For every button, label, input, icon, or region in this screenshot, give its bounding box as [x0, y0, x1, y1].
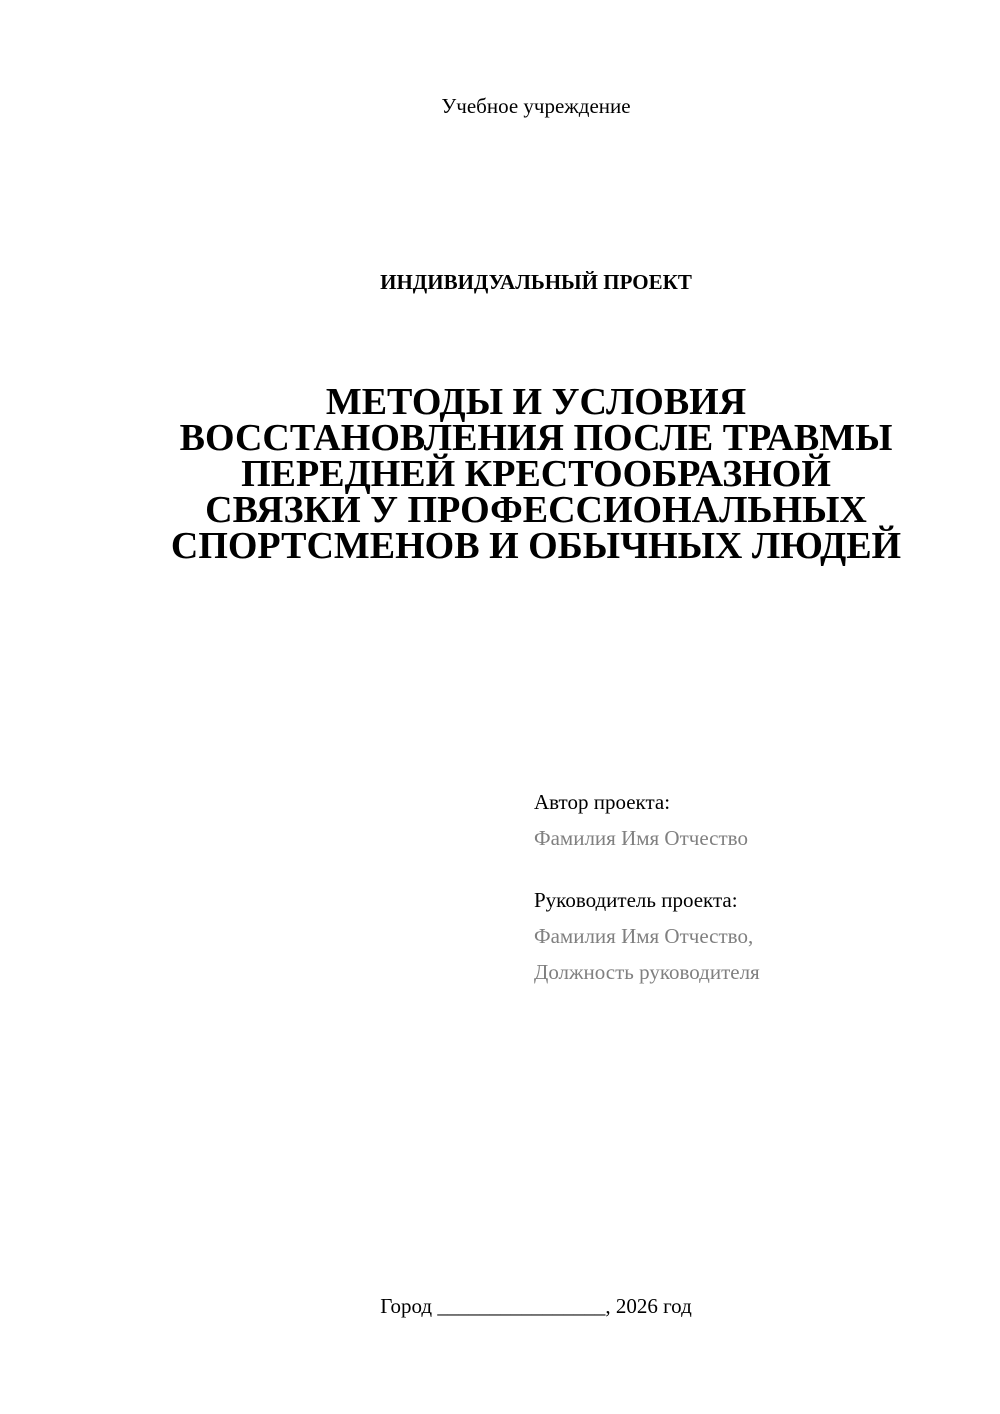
credits-block: [534, 788, 974, 994]
title-line: ВОССТАНОВЛЕНИЯ ПОСЛЕ ТРАВМЫ: [179, 417, 893, 459]
project-title: [140, 381, 932, 567]
author-name: Фамилия Имя Отчество: [534, 826, 748, 850]
title-line: МЕТОДЫ И УСЛОВИЯ: [325, 381, 747, 423]
supervisor-name: Фамилия Имя Отчество,: [534, 924, 754, 948]
title-line: СПОРТСМЕНОВ И ОБЫЧНЫХ ЛЮДЕЙ: [170, 525, 902, 567]
author-label: Автор проекта:: [534, 790, 671, 814]
title-line: ПЕРЕДНЕЙ КРЕСТООБРАЗНОЙ: [241, 453, 831, 495]
supervisor-label: Руководитель проекта:: [534, 888, 738, 912]
credits-spacer: [534, 860, 974, 886]
supervisor-position: Должность руководителя: [534, 960, 760, 984]
year-text: , 2026 год: [605, 1294, 692, 1318]
title-line: СВЯЗКИ У ПРОФЕССИОНАЛЬНЫХ: [205, 489, 867, 531]
city-year-line: [0, 1292, 1000, 1320]
city-label: Город: [380, 1294, 433, 1318]
city-blank: ________________: [437, 1294, 606, 1318]
institution-name: Учебное учреждение: [441, 94, 631, 118]
project-type: ИНДИВИДУАЛЬНЫЙ ПРОЕКТ: [380, 270, 692, 294]
